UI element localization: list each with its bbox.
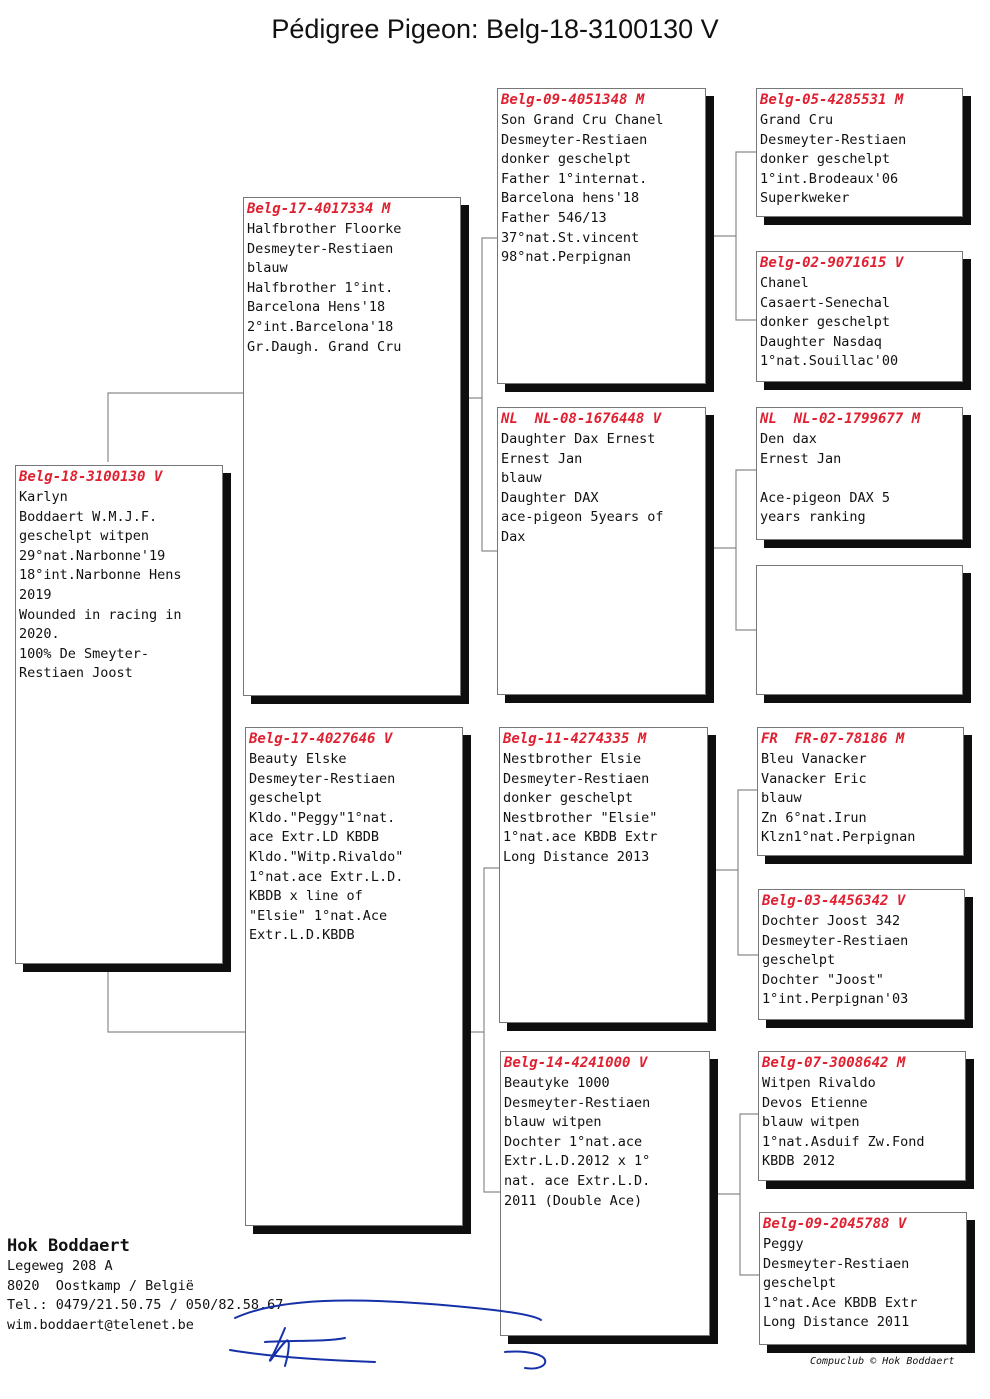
email-address: wim.boddaert@telenet.be [7,1316,194,1333]
info-line: Nestbrother Elsie [503,751,642,767]
info-line: Ace-pigeon DAX 5 [760,489,891,506]
info-line: 18°int.Narbonne Hens [19,567,182,584]
info-line: Vanacker Eric [761,770,867,787]
info-line: Long Distance 2011 [763,1314,910,1331]
info-line: Ernest Jan [760,450,842,467]
pigeon-card-father [243,197,461,696]
copyright-note: Compuclub © Hok Boddaert [810,1356,955,1367]
info-line: Gr.Daugh. Grand Cru [247,338,402,355]
info-line: Barcelona hens'18 [501,190,640,207]
info-line: 2011 (Double Ace) [504,1192,643,1209]
ring-number: Belg-05-4285531 M [760,92,904,108]
pigeon-card-ggp-ffm [756,251,963,382]
info-line: Dochter 1°nat.ace [504,1133,643,1150]
info-line: Den dax [760,431,817,447]
info-line: Boddaert W.M.J.F. [19,508,158,525]
info-line: donker geschelpt [503,790,634,807]
address-city: 8020 Oostkamp / België [7,1277,194,1294]
ring-number: Belg-17-4027646 V [249,731,393,747]
info-line: Dochter Joost 342 [762,913,901,929]
pigeon-card-main [15,465,223,964]
ring-number: Belg-18-3100130 V [19,469,163,485]
info-line: Peggy [763,1236,804,1252]
info-line: KBDB x line of [249,888,363,905]
ring-number: Belg-09-4051348 M [501,92,645,108]
info-line: Desmeyter-Restiaen [247,240,394,257]
info-line: Casaert-Senechal [760,294,891,311]
info-line: 1°nat.Ace KBDB Extr [763,1294,918,1311]
pigeon-card-ggp-mmm [759,1212,967,1345]
info-line: Karlyn [19,489,68,505]
info-line [760,469,959,489]
info-line: KBDB 2012 [762,1153,836,1170]
info-line: ace-pigeon 5years of [501,509,664,526]
phone-numbers: Tel.: 0479/21.50.75 / 050/82.58.67 [7,1297,284,1313]
info-line: blauw witpen [762,1114,860,1131]
info-line: Kldo."Peggy"1°nat. [249,809,396,826]
pigeon-card-mother [245,727,463,1226]
ring-number: Belg-09-2045788 V [763,1216,907,1232]
info-line: Desmeyter-Restiaen [501,131,648,148]
pigeon-card-ggp-fmm-empty [756,565,963,695]
info-line: 1°int.Perpignan'03 [762,991,909,1008]
info-line: donker geschelpt [760,151,891,168]
pigeon-card-maternal-grandfather [499,727,708,1023]
info-line: Devos Etienne [762,1094,868,1111]
info-line: ace Extr.LD KBDB [249,829,380,846]
info-line: Father 1°internat. [501,170,648,187]
info-line: blauw [501,470,542,487]
info-line: 1°nat.Souillac'00 [760,353,899,370]
ring-number: Belg-03-4456342 V [762,893,906,909]
info-line: Chanel [760,275,809,291]
info-line: years ranking [760,509,866,526]
pigeon-card-ggp-fff [756,88,963,217]
info-line: Kldo."Witp.Rivaldo" [249,848,404,865]
info-line: Klzn1°nat.Perpignan [761,829,916,846]
info-line: Desmeyter-Restiaen [503,770,650,787]
info-line: 1°int.Brodeaux'06 [760,170,899,187]
info-line: geschelpt [249,790,323,807]
info-line: 2019 [19,586,52,603]
info-line: Ernest Jan [501,450,583,467]
info-line: blauw [247,260,288,277]
ring-number: Belg-17-4017334 M [247,201,391,217]
info-line: nat. ace Extr.L.D. [504,1172,651,1189]
info-line: geschelpt [763,1275,837,1292]
info-line: Beautyke 1000 [504,1075,610,1091]
info-line: geschelpt [762,952,836,969]
info-line: Daughter Nasdaq [760,333,882,350]
pigeon-card-ggp-mmf [758,1051,966,1181]
info-line: Father 546/13 [501,209,607,226]
info-line: Barcelona Hens'18 [247,299,386,316]
info-line: 1°nat.ace KBDB Extr [503,829,658,846]
page-title: Pédigree Pigeon: Belg-18-3100130 V [271,14,719,44]
ring-number: NL NL-02-1799677 M [760,411,921,427]
info-line: Halfbrother 1°int. [247,279,394,296]
info-line: Witpen Rivaldo [762,1075,876,1091]
info-line: Zn 6°nat.Irun [761,809,867,826]
pigeon-card-ggp-fmf [756,407,963,540]
info-line: Desmeyter-Restiaen [762,932,909,949]
info-line: geschelpt witpen [19,528,150,545]
loft-name: Hok Boddaert [7,1236,130,1256]
info-line: Dax [501,528,526,545]
pigeon-card-paternal-grandmother [497,407,706,695]
info-line: Daughter DAX [501,489,599,506]
info-line: Bleu Vanacker [761,751,867,767]
info-line: 29°nat.Narbonne'19 [19,547,166,564]
info-line: Halfbrother Floorke [247,221,402,237]
info-line: donker geschelpt [760,314,891,331]
info-line: 2°int.Barcelona'18 [247,318,394,335]
pigeon-card-ggp-mfm [758,889,965,1020]
info-line: 2020. [19,626,60,643]
info-line: 100% De Smeyter- [19,645,150,662]
info-line: Extr.L.D.2012 x 1° [504,1153,651,1170]
info-line: Restiaen Joost [19,665,133,682]
ring-number: Belg-14-4241000 V [504,1055,648,1071]
info-line: donker geschelpt [501,151,632,168]
info-line: blauw [761,790,802,807]
ring-number: NL NL-08-1676448 V [501,411,662,427]
info-line: Grand Cru [760,112,834,128]
ring-number: Belg-11-4274335 M [503,731,647,747]
info-line: "Elsie" 1°nat.Ace [249,907,388,924]
info-line: Wounded in racing in [19,606,182,623]
info-line: 1°nat.ace Extr.L.D. [249,868,404,885]
info-line: Desmeyter-Restiaen [763,1255,910,1272]
info-line: Desmeyter-Restiaen [249,770,396,787]
info-line: Long Distance 2013 [503,848,650,865]
info-line: Desmeyter-Restiaen [760,131,907,148]
pigeon-card-paternal-grandfather [497,88,706,384]
info-line: blauw witpen [504,1114,602,1131]
info-line: Dochter "Joost" [762,971,884,988]
info-line: Beauty Elske [249,751,347,767]
info-line: Son Grand Cru Chanel [501,112,664,128]
info-line: Nestbrother "Elsie" [503,809,658,826]
info-line: Desmeyter-Restiaen [504,1094,651,1111]
ring-number: FR FR-07-78186 M [761,731,905,747]
info-line: 98°nat.Perpignan [501,249,632,266]
ring-number: Belg-07-3008642 M [762,1055,906,1071]
address-street: Legeweg 208 A [7,1258,113,1274]
info-line: 37°nat.St.vincent [501,229,640,246]
handwritten-signature [225,1290,555,1385]
info-line: Extr.L.D.KBDB [249,927,355,944]
info-line: Daughter Dax Ernest [501,431,656,447]
info-line: Superkweker [760,190,850,207]
ring-number: Belg-02-9071615 V [760,255,904,271]
pigeon-card-ggp-mff [757,727,964,856]
info-line: 1°nat.Asduif Zw.Fond [762,1133,925,1150]
